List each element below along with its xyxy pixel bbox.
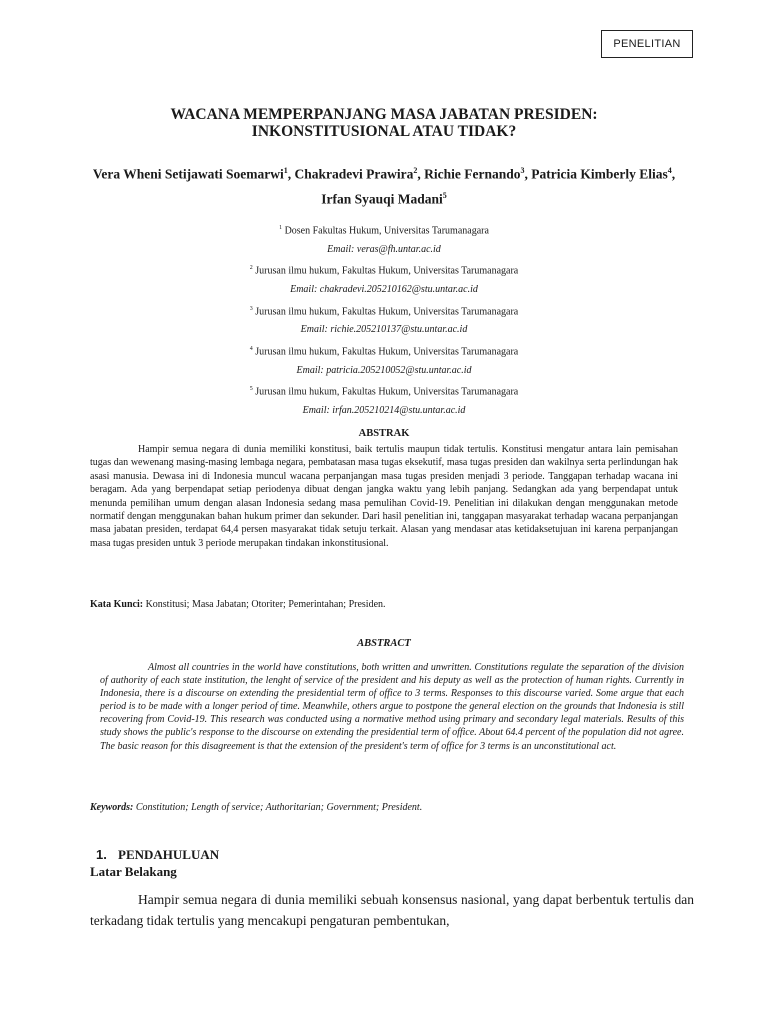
affiliation-email: Email: veras@fh.untar.ac.id bbox=[327, 243, 441, 255]
author-sup: 1 bbox=[283, 166, 288, 175]
affiliation-sup: 4 bbox=[249, 345, 253, 352]
affiliation-sup: 2 bbox=[249, 265, 253, 272]
author-sup: 3 bbox=[520, 166, 525, 175]
affiliation-item bbox=[150, 380, 618, 420]
author-name: Irfan Syauqi Madani bbox=[321, 191, 443, 206]
affiliation-text: Jurusan ilmu hukum, Fakultas Hukum, Universitas Tarumanagara bbox=[255, 386, 519, 398]
abstrak-body bbox=[90, 443, 678, 550]
affiliation-item bbox=[150, 219, 618, 259]
affiliation-list bbox=[150, 219, 618, 421]
affiliation-item bbox=[150, 300, 618, 340]
abstrak-paragraph: Hampir semua negara di dunia memiliki konstitusi, baik tertulis maupun tidak tertulis. Konstitusi mengatur antara lain pemisahan tugas dan wewenang masing-masing lembaga negara, pembatasan masa tugas eksekutif, masa tugas presiden dan wakilnya serta perlindungan hak asasi manusia. Dewasa ini di Indonesia muncul wacana perpanjangan masa tugas presiden menjadi 3 periode. Tanggapan terhadap wacana ini beragam. Ada yang berpendapat setiap periodenya dibuat dengan jangka waktu yang lebih panjang. Sedangkan ada yang berpendapat untuk menunda pemilihan umum dengan alasan Indonesia sedang masa pemulihan Covid-19. Penelitian ini dilakukan dengan menggunakan metode normatif dengan menggunakan bahan hukum primer dan sekunder. Dari hasil penelitian ini, tanggapan masyarakat terhadap wacana perpanjangan masa jabatan presiden, terdapat 64,4 persen masyarakat tidak setuju terkait. Alasan yang mendasar atas ketidaksetujuan ini karena perpanjangan masa tugas presiden untuk 3 periode merupakan tindakan inkonstitusional. bbox=[90, 444, 678, 549]
author-sup: 4 bbox=[667, 166, 672, 175]
abstrak-heading: ABSTRAK bbox=[358, 428, 410, 439]
author-sup: 2 bbox=[413, 166, 418, 175]
subsection-title: Latar Belakang bbox=[90, 864, 177, 879]
affiliation-item bbox=[150, 259, 618, 299]
affiliation-text: Jurusan ilmu hukum, Fakultas Hukum, Universitas Tarumanagara bbox=[255, 346, 519, 358]
author-list: Vera Wheni Setijawati Soemarwi$^1$, Chakradevi Prawira$^2$, Richie Fernando$^3$, Patricia Kimberly Elias$^4$, Irfan Syauqi Madani$^5$ bbox=[92, 166, 676, 206]
section-paragraph: Hampir semua negara di dunia memiliki sebuah konsensus nasional, yang dapat berbentuk tertulis dan terkadang tidak tertulis yang mencakupi pengaturan pembentukan, bbox=[90, 892, 694, 928]
author-name: Vera Wheni Setijawati Soemarwi bbox=[92, 166, 284, 182]
kata-kunci-value: Konstitusi; Masa Jabatan; Otoriter; Pemerintahan; Presiden. bbox=[145, 599, 386, 610]
author-name: Richie Fernando bbox=[424, 166, 521, 182]
affiliation-sup: 5 bbox=[249, 386, 253, 393]
affiliation-text: Jurusan ilmu hukum, Fakultas Hukum, Universitas Tarumanagara bbox=[255, 265, 519, 277]
affiliation-email: Email: patricia.205210052@stu.untar.ac.id bbox=[296, 364, 472, 376]
section-title: PENDAHULUAN bbox=[118, 847, 220, 862]
keywords-value: Constitution; Length of service; Authoritarian; Government; President. bbox=[135, 802, 423, 813]
author-name: Chakradevi Prawira bbox=[294, 166, 414, 182]
affiliation-sup: 1 bbox=[279, 225, 283, 231]
affiliation-item bbox=[150, 340, 618, 380]
affiliation-email: Email: chakradevi.205210162@stu.untar.ac.id bbox=[290, 284, 478, 296]
affiliation-text: Jurusan ilmu hukum, Fakultas Hukum, Universitas Tarumanagara bbox=[255, 305, 519, 317]
affiliation-sup: 3 bbox=[249, 305, 253, 312]
title-line-2: INKONSTITUSIONAL ATAU TIDAK? bbox=[251, 123, 517, 140]
keywords-label: Keywords: bbox=[90, 802, 134, 813]
affiliation-text: Dosen Fakultas Hukum, Universitas Tarumanagara bbox=[284, 225, 489, 237]
abstract-body bbox=[100, 661, 684, 753]
section-number: 1. bbox=[96, 847, 107, 862]
section-body bbox=[90, 890, 694, 931]
author-sup: 5 bbox=[442, 190, 447, 200]
abstract-paragraph: Almost all countries in the world have constitutions, both written and unwritten. Constitutions regulate the separation of the division of authority of each state institution, the lenght of service of the president and his deputy as well as the protection of human rights. Currently in Indonesia, there is a discourse on extending the presidential term of office to 3 terms. Responses to this discourse varied. Some argue that each period is to be made with a longer period of time. Meanwhile, others argue to postpone the general election on the grounds that Indonesia is still recovering from Covid-19. This research was conducted using a normative method using primary and secondary legal materials. Results of this study shows the public's response to the discourse on extending the presidential term of office. About 64.4 percent of the population did not agree. The basic reason for this disagreement is that the extension of the president's term of office for 3 terms is an unconstitutional act. bbox=[100, 662, 684, 752]
paper-title bbox=[90, 106, 678, 140]
keywords bbox=[90, 802, 678, 813]
author-name: Patricia Kimberly Elias bbox=[531, 166, 668, 182]
kata-kunci bbox=[90, 599, 678, 610]
affiliation-email: Email: richie.205210137@stu.untar.ac.id bbox=[300, 324, 468, 336]
article-type-badge: PENELITIAN bbox=[601, 30, 693, 58]
title-line-1: WACANA MEMPERPANJANG MASA JABATAN PRESIDEN: bbox=[170, 106, 598, 123]
kata-kunci-label: Kata Kunci: bbox=[90, 599, 144, 610]
affiliation-email: Email: irfan.205210214@stu.untar.ac.id bbox=[302, 405, 466, 417]
abstract-heading: ABSTRACT bbox=[357, 638, 411, 649]
